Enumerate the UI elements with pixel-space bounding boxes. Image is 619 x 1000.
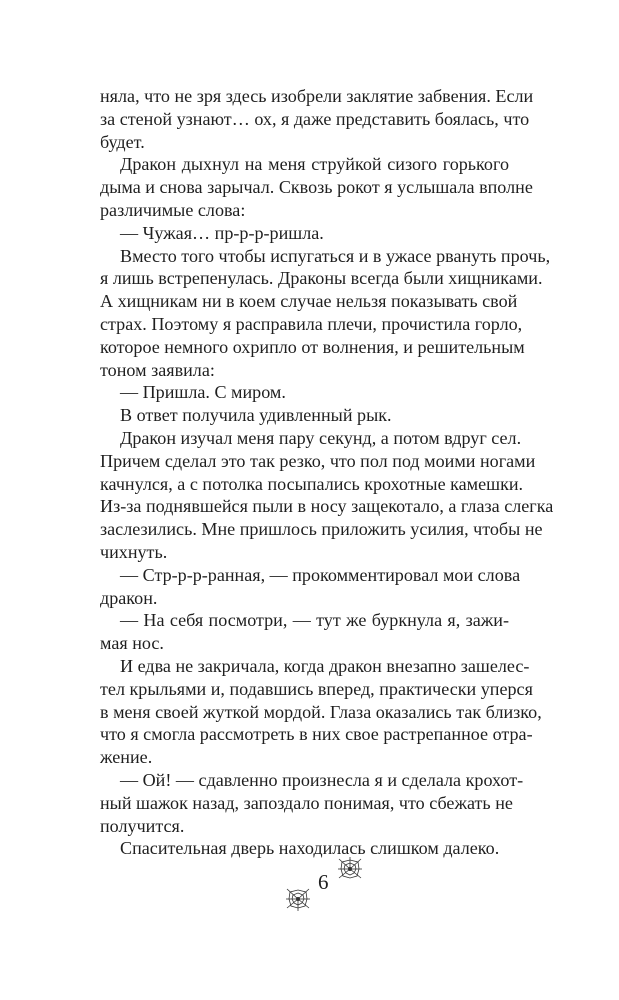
cobweb-icon [285,886,311,912]
text-line: — На себя посмотри, — тут же буркнула я, зажи- [120,610,509,631]
text-line: И едва не закричала, когда дракон внезапно зашелес- [120,655,530,676]
text-line: качнулся, а с потолка посыпались крохотные камешки. [100,473,524,494]
text-line: я лишь встрепенулась. Драконы всегда были хищниками. [100,268,543,289]
text-line: за стеной узнают… ох, я даже представить боялась, что [100,108,530,129]
text-line: будет. [100,131,145,152]
text-line: чихнуть. [100,541,168,562]
text-line: жение. [100,747,153,768]
text-line: — Стр-р-р-ранная, — прокомментировал мои слова [120,564,521,585]
text-line: — Чужая… пр-р-р-ришла. [120,222,324,243]
text-line: В ответ получила удивленный рык. [120,405,392,426]
page-folio [285,858,365,918]
text-line: Спасительная дверь находилась слишком далеко. [120,838,500,859]
text-line: А хищникам ни в коем случае нельзя показывать свой [100,291,518,312]
text-line: Дракон изучал меня пару секунд, а потом вдруг сел. [120,427,522,448]
page-number: 6 [318,870,329,894]
text-line: различимые слова: [100,199,246,220]
text-line: Вместо того чтобы испугаться и в ужасе рвануть прочь, [120,245,551,266]
text-line: Из-за поднявшейся пыли в носу защекотало, а глаза слегка [100,496,554,517]
text-line: мая нос. [100,633,164,654]
text-line: дыма и снова зарычал. Сквозь рокот я услышала вполне [100,177,533,198]
text-line: страх. Поэтому я расправила плечи, прочистила горло, [100,313,523,334]
text-line: няла, что не зря здесь изобрели заклятие забвения. Если [100,86,534,106]
cobweb-icon [337,856,363,882]
text-line: Причем сделал это так резко, что пол под моими ногами [100,450,536,471]
text-line: что я смогла рассмотреть в них свое растрепанное отра- [100,724,533,745]
text-line: получится. [100,815,185,836]
text-line: заслезились. Мне пришлось приложить усилия, чтобы не [100,519,543,540]
text-line: Дракон дыхнул на меня струйкой сизого горького [120,154,509,175]
text-line: дракон. [100,587,158,608]
text-line: которое немного охрипло от волнения, и решительным [100,336,525,357]
text-line: тел крыльями и, подавшись вперед, практически уперся [100,678,533,699]
text-line: — Пришла. С миром. [120,382,286,403]
text-line: — Ой! — сдавленно произнесла я и сделала крохот- [120,769,524,790]
text-line: тоном заявила: [100,359,215,380]
text-line: в меня своей жуткой мордой. Глаза оказались так близко, [100,701,542,722]
text-line: ный шажок назад, запоздало понимая, что сбежать не [100,792,513,813]
book-page-text [100,85,554,860]
